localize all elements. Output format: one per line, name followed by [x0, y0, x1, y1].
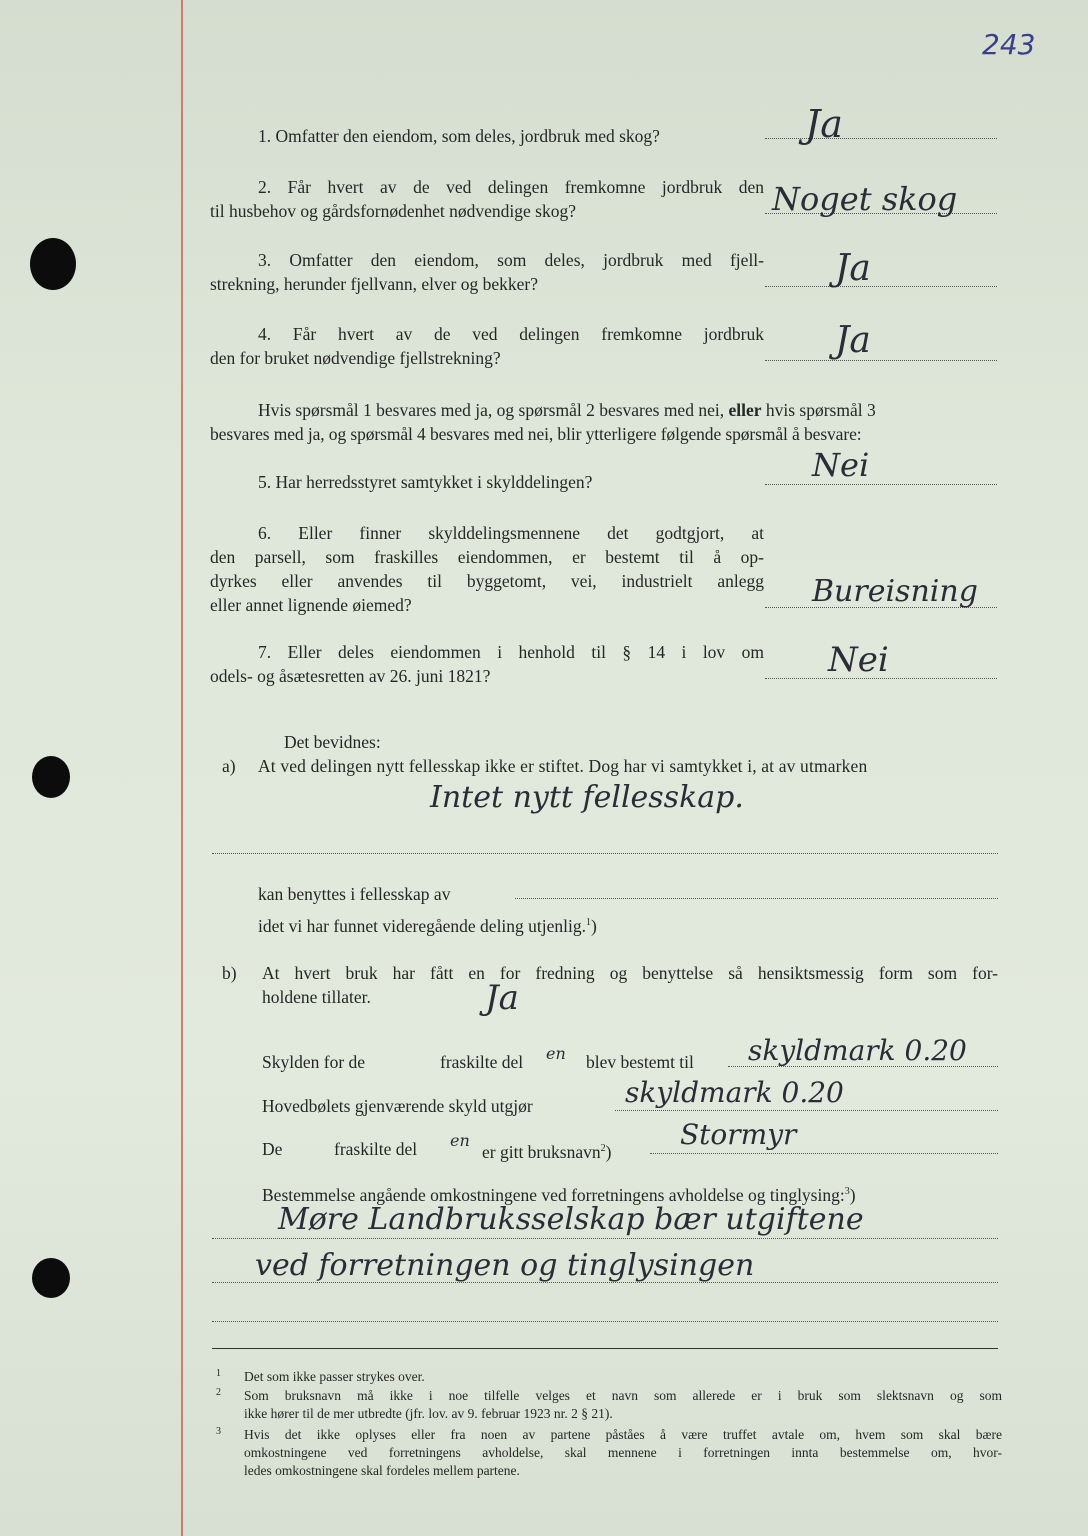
- footnote-3-line-2: omkostningene ved forretningens avholdelse, skal mennene i forretningen innta bestemmelse om, hvor-: [244, 1445, 1002, 1460]
- skyld-line-2-handwriting: skyldmark 0.20: [625, 1076, 844, 1109]
- skyld-line-3-handwriting: Stormyr: [680, 1118, 797, 1151]
- idet-text: idet vi har funnet videregående deling utjenlig.: [258, 915, 587, 936]
- skyld-line-1-b: fraskilte del: [440, 1052, 524, 1072]
- fellesskap-dotline: [515, 898, 998, 899]
- bestemmelse-handwriting-1: Møre Landbruksselskap bær utgiftene: [278, 1202, 864, 1237]
- question-4-line-1: 4. Får hvert av de ved delingen fremkomne jordbruk: [258, 324, 764, 344]
- footnote-ref-2: 2: [600, 1143, 606, 1154]
- condition-text-b: hvis spørsmål 3: [765, 400, 876, 420]
- answer-3-handwriting: Ja: [835, 248, 871, 289]
- question-5-line-1: 5. Har herredsstyret samtykket i skylddelingen?: [258, 472, 593, 492]
- fellesskap-line: kan benyttes i fellesskap av: [258, 884, 451, 904]
- skyld-line-2-dotline: [615, 1110, 998, 1111]
- question-2-line-1: 2. Får hvert av de ved delingen fremkomne jordbruk den: [258, 177, 764, 197]
- certify-b-handwriting: Ja: [485, 978, 519, 1018]
- question-2-line-2: til husbehov og gårdsfornødenhet nødvendige skog?: [210, 201, 576, 221]
- answer-1-dotline: [765, 138, 997, 139]
- answer-5-dotline: [765, 484, 997, 485]
- question-4-line-2: den for bruket nødvendige fjellstrekning?: [210, 348, 501, 368]
- footnote-3-line-3: ledes omkostningene skal fordeles mellem partene.: [244, 1463, 520, 1478]
- question-6-line-3: dyrkes eller anvendes til byggetomt, vei, industrielt anlegg: [210, 571, 764, 591]
- question-1-line-1: 1. Omfatter den eiendom, som deles, jordbruk med skog?: [258, 126, 660, 146]
- question-6-line-1: 6. Eller finner skylddelingsmennene det godtgjort, at: [258, 523, 764, 543]
- page-number: 243: [982, 28, 1036, 61]
- answer-7-handwriting: Nei: [828, 640, 889, 680]
- skyld-line-3-b: fraskilte del: [334, 1139, 418, 1159]
- answer-6-handwriting: Bureisning: [812, 574, 978, 609]
- certify-a-text: At ved delingen nytt fellesskap ikke er stiftet. Dog har vi samtykket i, at av utmarken: [258, 756, 868, 776]
- certify-a-label: a): [222, 756, 236, 776]
- certify-b-line-1: At hvert bruk har fått en for fredning og benyttelse så hensiktsmessig form som for-: [262, 963, 998, 983]
- bestemmelse-dotline-3: [212, 1321, 998, 1322]
- question-3-line-1: 3. Omfatter den eiendom, som deles, jordbruk med fjell-: [258, 250, 764, 270]
- skyld-line-1-insert: en: [546, 1044, 566, 1063]
- bestemmelse-dotline-2: [212, 1282, 998, 1283]
- answer-1-handwriting: Ja: [805, 102, 843, 146]
- question-6-line-4: eller annet lignende øiemed?: [210, 595, 412, 615]
- skyld-line-2: Hovedbølets gjenværende skyld utgjør: [262, 1096, 533, 1116]
- answer-4-dotline: [765, 360, 997, 361]
- skyld-line-3-c: er gitt bruksnavn$^2$): [482, 1141, 612, 1162]
- bestemmelse-dotline-1: [212, 1238, 998, 1239]
- footnote-1-line-1: Det som ikke passer strykes over.: [244, 1369, 425, 1384]
- red-margin-line: [181, 0, 183, 1536]
- certify-a-dotline: [212, 853, 998, 854]
- question-7-line-2: odels- og åsætesretten av 26. juni 1821?: [210, 666, 491, 686]
- answer-3-dotline: [765, 286, 997, 287]
- footnote-2-line-1: Som bruksnavn må ikke i noe tilfelle velges et navn som allerede er i bruk som slektsnavn og som: [244, 1388, 1002, 1403]
- certify-heading: Det bevidnes:: [284, 732, 381, 752]
- footnote-2-mark: 2: [216, 1387, 221, 1398]
- footnote-3-line-1: Hvis det ikke oplyses eller fra noen av partene påståes å være truffet avtale om, hvem som skal bære: [244, 1427, 1002, 1442]
- skyld-line-1-handwriting: skyldmark 0.20: [748, 1034, 967, 1067]
- bestemmelse-handwriting-2: ved forretningen og tinglysingen: [255, 1248, 755, 1283]
- idet-line: idet vi har funnet videregående deling utjenlig.$^1$): [258, 915, 597, 936]
- question-6-line-2: den parsell, som fraskilles eiendommen, er bestemt til å op-: [210, 547, 764, 567]
- footnote-separator: [212, 1348, 998, 1349]
- answer-4-handwriting: Ja: [835, 320, 871, 361]
- punch-hole-top: [30, 238, 76, 290]
- punch-hole-bottom: [32, 1258, 70, 1298]
- question-7-line-1: 7. Eller deles eiendommen i henhold til § 14 i lov om: [258, 642, 764, 662]
- condition-text-a: Hvis spørsmål 1 besvares med ja, og spørsmål 2 besvares med nei,: [258, 400, 725, 420]
- certify-b-line-2: holdene tillater.: [262, 987, 371, 1007]
- condition-bold-eller: eller: [728, 400, 762, 420]
- skyld-line-1-c: blev bestemt til: [586, 1052, 694, 1072]
- bestemmelse-text: Bestemmelse angående omkostningene ved forretningens avholdelse og tinglysing:: [262, 1184, 845, 1205]
- answer-5-handwriting: Nei: [812, 446, 870, 484]
- skyld-line-3-insert: en: [450, 1131, 470, 1150]
- certify-a-handwriting: Intet nytt fellesskap.: [430, 780, 744, 815]
- bestemmelse-line: Bestemmelse angående omkostningene ved forretningens avholdelse og tinglysing:$^3$): [262, 1184, 856, 1205]
- answer-2-handwriting: Noget skog: [772, 180, 958, 218]
- footnote-ref-1: 1: [586, 917, 592, 928]
- footnote-1-mark: 1: [216, 1368, 221, 1379]
- condition-line-1: [258, 398, 876, 422]
- certify-b-label: b): [222, 963, 237, 983]
- skyld-line-3-c-text: er gitt bruksnavn: [482, 1141, 601, 1162]
- punch-hole-middle: [32, 756, 70, 798]
- question-3-line-2: strekning, herunder fjellvann, elver og bekker?: [210, 274, 538, 294]
- skyld-line-3-dotline: [650, 1153, 998, 1154]
- skyld-line-3-a: De: [262, 1139, 283, 1159]
- footnote-2-line-2: ikke hører til de mer utbredte (jfr. lov. av 9. februar 1923 nr. 2 § 21).: [244, 1406, 613, 1421]
- skyld-line-1-a: Skylden for de: [262, 1052, 366, 1072]
- footnote-3-mark: 3: [216, 1426, 221, 1437]
- condition-line-2: besvares med ja, og spørsmål 4 besvares med nei, blir ytterligere følgende spørsmål å besvare:: [210, 424, 862, 444]
- footnote-ref-3: 3: [844, 1186, 850, 1197]
